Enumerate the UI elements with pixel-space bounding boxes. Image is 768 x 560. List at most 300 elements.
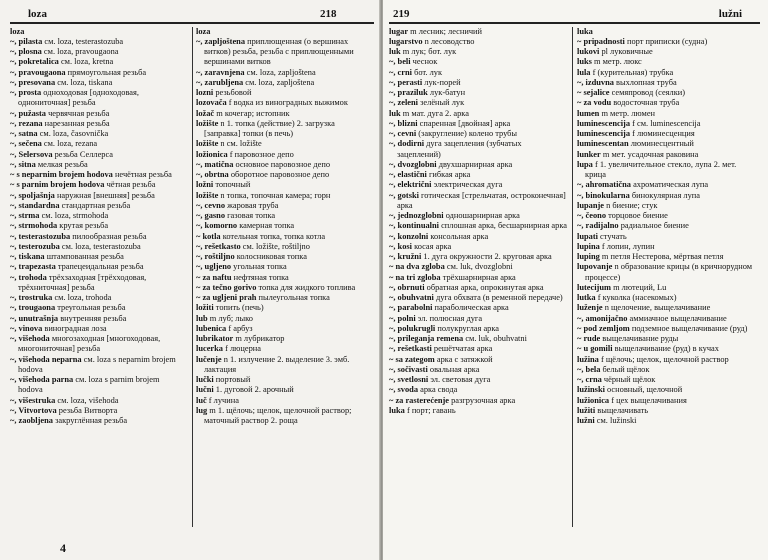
entry-definition: f (курительная) трубка	[590, 67, 674, 77]
entry-headword: ~ sejalice	[577, 88, 610, 97]
entry-definition: портовый	[213, 375, 251, 384]
entry-definition: треугольная резьба	[55, 303, 126, 313]
dictionary-entry	[196, 334, 372, 344]
entry-definition: белый щёлок	[600, 364, 650, 374]
entry-headword: lužina	[577, 354, 599, 364]
entry-headword: ~, višehoda neparna	[10, 354, 82, 364]
dictionary-entry	[10, 160, 186, 170]
entry-headword: lucerka	[196, 344, 223, 354]
entry-definition: топочный	[213, 180, 251, 190]
dictionary-entry	[389, 262, 567, 272]
entry-headword: luka	[389, 405, 405, 415]
entry-definition: f порт; гавань	[404, 405, 456, 415]
entry-headword: loza	[196, 26, 211, 36]
dictionary-entry	[196, 396, 372, 406]
entry-definition: арка свода	[418, 385, 458, 395]
left-page	[0, 0, 380, 560]
entry-definition: внутренняя резьба	[58, 313, 127, 323]
entry-headword: ~, kontinualni	[389, 221, 439, 231]
dictionary-entry	[577, 27, 755, 37]
entry-headword: luk	[389, 108, 401, 118]
entry-headword: ~, roštiljno	[196, 252, 235, 261]
entry-headword: ~, cevno	[196, 200, 226, 210]
dictionary-entry	[196, 78, 372, 88]
entry-headword: ~, dodirni	[389, 139, 425, 149]
entry-headword: lutka	[577, 293, 596, 302]
entry-headword: ~, presovana	[10, 77, 56, 87]
entry-headword: ~ za tečno gorivo	[196, 282, 257, 292]
entry-definition: выхлопная труба	[613, 77, 677, 87]
dictionary-entry	[196, 150, 372, 160]
entry-headword: lubenica	[196, 323, 227, 333]
dictionary-entry	[389, 47, 567, 57]
dictionary-entry	[10, 170, 186, 180]
entry-definition: m метр. люкс	[591, 57, 642, 67]
entry-definition: двухшарнирная арка	[436, 159, 513, 169]
entry-definition: m луб; лыко	[207, 313, 253, 323]
entry-definition: одношарнирная арка	[443, 211, 520, 220]
entry-definition: порт приписки (судна)	[624, 36, 708, 46]
dictionary-entry	[389, 242, 567, 252]
dictionary-entry	[577, 314, 755, 324]
entry-definition: арка с затяжкой	[434, 354, 493, 364]
entry-definition: f 1. увеличительное стекло, лупа 2. мет. крица	[585, 159, 737, 179]
entry-definition: f люминесценция	[630, 129, 695, 138]
entry-headword: luč	[196, 395, 207, 405]
dictionary-entry	[577, 129, 755, 139]
entry-headword: ložište	[196, 118, 219, 128]
dictionary-entry	[577, 416, 755, 426]
entry-definition: n лесоводство	[422, 36, 475, 46]
entry-headword: lug	[196, 405, 208, 415]
dictionary-entry	[577, 283, 755, 293]
entry-definition: прямоугольная резьба	[65, 67, 147, 77]
entry-definition: см. loza, strmohoda	[39, 211, 109, 220]
entry-headword: ~, Vitvortova	[10, 405, 57, 415]
dictionary-entry	[389, 191, 567, 212]
entry-headword: ~, gasno	[196, 211, 226, 220]
entry-headword: ~, svetlosni	[389, 375, 429, 384]
entry-headword: ~, rezana	[10, 118, 43, 128]
dictionary-entry	[196, 242, 372, 252]
entry-headword: lučki	[196, 375, 214, 384]
dictionary-entry	[10, 262, 186, 272]
entry-headword: ~, prileganja remena	[389, 334, 464, 343]
dictionary-entry	[10, 303, 186, 313]
entry-headword: ~, zarubljena	[196, 77, 244, 87]
entry-definition: крутая резьба	[57, 221, 109, 231]
running-head: lužni	[718, 8, 742, 20]
entry-definition: выщелачивание руды	[600, 334, 679, 343]
entry-headword: ~, polukrugli	[389, 323, 436, 333]
dictionary-entry	[389, 160, 567, 170]
entry-headword: ~, čeono	[577, 211, 607, 220]
entry-definition: обратная арка, опрокинутая арка	[424, 282, 544, 292]
entry-definition: резьба Витворта	[56, 405, 118, 415]
entry-headword: ~, ugljeno	[196, 262, 232, 272]
dictionary-entry	[389, 406, 567, 416]
dictionary-entry	[10, 273, 186, 294]
entry-headword: lužni	[577, 416, 595, 425]
entry-headword: ~ rude	[577, 334, 601, 343]
footer-mark: 4	[60, 541, 66, 555]
entry-definition: радиальное биение	[618, 221, 689, 231]
entry-definition: см. luk, dvozglobni	[444, 262, 513, 272]
entry-definition: f водка из виноградных выжимок	[226, 98, 348, 108]
entry-headword: lub	[196, 313, 208, 323]
entry-definition: см. loza s neparnim brojem hodova	[18, 354, 176, 374]
dictionary-entry	[196, 293, 372, 303]
entry-definition: жаровая труба	[225, 200, 279, 210]
entry-definition: камерная топка	[237, 221, 295, 231]
dictionary-entry	[577, 385, 755, 395]
entry-definition: газовая топка	[225, 211, 276, 220]
entry-headword: lužinski	[577, 385, 605, 395]
dictionary-entry	[10, 109, 186, 119]
dictionary-entry	[389, 57, 567, 67]
dictionary-entry	[389, 139, 567, 160]
entry-definition: полукруглая арка	[435, 323, 500, 333]
dictionary-entry	[196, 68, 372, 78]
entry-definition: червячная резьба	[46, 108, 110, 118]
entry-headword: ~, perasti	[389, 77, 423, 87]
entry-definition: эл. световая дуга	[428, 375, 491, 384]
right-column-1	[389, 27, 567, 527]
dictionary-entry	[10, 119, 186, 129]
entry-headword: ~, kružni	[389, 252, 422, 261]
entry-definition: см. loza, pravougaona	[41, 47, 119, 56]
dictionary-entry	[10, 406, 186, 416]
dictionary-entry	[577, 232, 755, 242]
dictionary-entry	[196, 109, 372, 119]
dictionary-entry	[389, 221, 567, 231]
entry-definition: см. loza, rezana	[41, 139, 98, 149]
dictionary-entry	[389, 170, 567, 180]
dictionary-entry	[389, 396, 567, 406]
entry-headword: ~, kosi	[389, 241, 412, 251]
entry-definition: консольная арка	[428, 231, 489, 241]
entry-headword: luminescencija	[577, 118, 631, 128]
entry-headword: ložač	[196, 108, 215, 118]
dictionary-entry	[577, 293, 755, 303]
dictionary-entry	[577, 375, 755, 385]
dictionary-entry	[577, 344, 755, 354]
entry-headword: lugar	[389, 26, 409, 36]
entry-definition: f паровозное депо	[227, 149, 294, 159]
entry-definition: выщелачивать	[595, 405, 649, 415]
entry-definition: спаренная [двойная] арка	[417, 118, 511, 128]
entry-definition: нефтяная топка	[231, 272, 289, 282]
entry-headword: ~, električni	[389, 180, 432, 190]
entry-headword: luka	[577, 26, 593, 36]
entry-definition: лук-батун	[427, 88, 466, 97]
entry-headword: lučenje	[196, 354, 222, 364]
entry-definition: нарезанная резьба	[42, 118, 110, 128]
entry-headword: luminescentan	[577, 139, 629, 149]
entry-headword: lupovanje	[577, 262, 613, 272]
dictionary-entry	[577, 78, 755, 88]
entry-headword: ~, blizni	[389, 118, 418, 128]
dictionary-entry	[577, 57, 755, 67]
entry-definition: m петля Нестерова, мёртвая петля	[599, 252, 724, 261]
dictionary-entry	[10, 252, 186, 262]
entry-definition: n щелочение, выщелачивание	[602, 303, 711, 313]
entry-definition: n образование крицы (в кричнорудном процессе)	[585, 262, 753, 282]
entry-headword: lugarstvo	[389, 36, 423, 46]
dictionary-entry	[196, 27, 372, 37]
entry-definition: ахроматическая лупа	[630, 180, 709, 190]
dictionary-entry	[577, 303, 755, 313]
dictionary-entry	[10, 334, 186, 355]
entry-headword: ~, unutrašnja	[10, 313, 59, 323]
entry-headword: luženje	[577, 303, 603, 313]
dictionary-entry	[577, 211, 755, 221]
entry-headword: lupanje	[577, 200, 604, 210]
dictionary-entry	[10, 129, 186, 139]
entry-definition: чеснок	[410, 57, 438, 67]
entry-headword: lupa	[577, 159, 593, 169]
dictionary-entry	[196, 375, 372, 385]
entry-headword: ~, konzolni	[389, 231, 429, 241]
entry-definition: подземное выщелачивание (руд)	[629, 323, 748, 333]
entry-headword: luping	[577, 252, 600, 261]
entry-definition: разгрузочная арка	[449, 395, 516, 405]
dictionary-entry	[577, 365, 755, 375]
entry-headword: ~, beli	[389, 57, 411, 67]
entry-headword: ~, prosta	[10, 88, 42, 97]
entry-definition: n 1. излучение 2. выделение 3. эмб. лактация	[204, 354, 350, 374]
running-head: loza	[28, 8, 47, 20]
entry-definition: см. luk, obuhvatni	[463, 334, 527, 343]
entry-headword: lutecijum	[577, 282, 611, 292]
entry-headword: ~ s parnim brojem hodova	[10, 180, 105, 190]
entry-headword: ~ kotla	[196, 231, 221, 241]
entry-definition: эл. полюсная дуга	[415, 313, 483, 323]
dictionary-entry	[577, 119, 755, 129]
entry-definition: лук-порей	[422, 77, 461, 87]
entry-definition: водосточная труба	[611, 98, 680, 108]
dictionary-entry	[196, 201, 372, 211]
dictionary-entry	[196, 314, 372, 324]
entry-headword: ~ pod zemljom	[577, 323, 630, 333]
entry-headword: ~, trapezasta	[10, 262, 56, 272]
left-page-columns	[10, 27, 374, 527]
header-rule	[10, 22, 374, 24]
column-divider	[572, 27, 573, 527]
entry-definition: f лучина	[206, 395, 239, 405]
entry-headword: ~, sečena	[10, 139, 42, 149]
entry-headword: lula	[577, 67, 591, 77]
dictionary-entry	[577, 150, 755, 160]
dictionary-entry	[577, 47, 755, 57]
entry-headword: ~ za ugljeni prah	[196, 293, 257, 302]
entry-headword: ~, trostruka	[10, 293, 53, 302]
dictionary-entry	[577, 262, 755, 283]
entry-definition: гибкая арка	[426, 170, 471, 179]
entry-definition: виноградная лоза	[42, 323, 107, 333]
dictionary-entry	[389, 27, 567, 37]
entry-definition: f цех выщелачивания	[609, 395, 687, 405]
dictionary-entry	[196, 303, 372, 313]
dictionary-entry	[196, 273, 372, 283]
entry-definition: колосниковая топка	[234, 252, 307, 261]
entry-headword: ~, pilasta	[10, 36, 43, 46]
dictionary-entry	[10, 37, 186, 47]
left-column-2	[196, 27, 372, 527]
entry-definition: n топка, топочная камера; горн	[218, 190, 331, 200]
dictionary-entry	[10, 232, 186, 242]
entry-definition: приплющенная (о вершинах витков) резьба, резьба с приплющенными вершинами витков	[204, 36, 354, 67]
dictionary-entry	[577, 396, 755, 406]
dictionary-entry	[10, 416, 186, 426]
dictionary-entry	[577, 139, 755, 149]
dictionary-entry	[196, 139, 372, 149]
entry-definition: m кочегар; истопник	[214, 108, 290, 118]
page-number: 218	[320, 8, 337, 20]
entry-definition: зелёный лук	[418, 98, 465, 108]
entry-headword: lužiti	[577, 405, 596, 415]
dictionary-entry	[389, 314, 567, 324]
entry-definition: f щёлочь; щелок, щелочной раствор	[598, 354, 729, 364]
entry-headword: ložište	[196, 139, 219, 149]
entry-headword: ~ pripadnosti	[577, 36, 625, 46]
dictionary-entry	[389, 98, 567, 108]
entry-definition: бинокулярная лупа	[629, 190, 700, 200]
left-column-1	[10, 27, 186, 527]
entry-definition: f куколка (насекомых)	[595, 293, 677, 302]
dictionary-entry	[10, 191, 186, 201]
entry-definition: дуга обхвата (в ременной передаче)	[433, 293, 563, 302]
entry-definition: решётчатая арка	[431, 344, 493, 354]
dictionary-entry	[577, 324, 755, 334]
entry-headword: ~, višestruka	[10, 395, 56, 405]
dictionary-entry	[10, 180, 186, 190]
entry-headword: lupina	[577, 241, 600, 251]
dictionary-entry	[389, 344, 567, 354]
entry-definition: см. ložište, roštiljno	[240, 241, 310, 251]
entry-headword: ~, parabolni	[389, 303, 433, 313]
dictionary-entry	[10, 78, 186, 88]
entry-headword: ~, praziluk	[389, 88, 428, 97]
entry-definition: m лютеций, Lu	[610, 282, 667, 292]
entry-definition: основное паровозное депо	[233, 159, 331, 169]
header-rule	[389, 22, 760, 24]
entry-headword: lupati	[577, 231, 598, 241]
entry-definition: топка для жидкого топлива	[256, 282, 356, 292]
entry-definition: m мат. дуга 2. арка	[400, 108, 469, 118]
dictionary-entry	[389, 68, 567, 78]
dictionary-entry	[196, 180, 372, 190]
entry-definition: угольная топка	[231, 262, 287, 272]
dictionary-entry	[389, 355, 567, 365]
dictionary-entry	[196, 221, 372, 231]
entry-headword: ~, sitna	[10, 159, 36, 169]
dictionary-entry	[10, 242, 186, 252]
dictionary-entry	[577, 406, 755, 416]
dictionary-entry	[577, 242, 755, 252]
entry-headword: ~, pužasta	[10, 108, 46, 118]
entry-headword: ~, pravougaona	[10, 67, 66, 77]
entry-headword: ~, spoljašnja	[10, 190, 55, 200]
entry-definition: одноходовая [одноходовая, однониточная] резьба	[18, 88, 139, 108]
entry-definition: оборотное паровозное депо	[228, 170, 330, 179]
entry-headword: ~, zapljoštena	[196, 36, 246, 46]
entry-headword: ~ na dva zgloba	[389, 262, 445, 272]
entry-headword: ~, satna	[10, 129, 38, 138]
entry-headword: ~ za naftu	[196, 272, 232, 282]
dictionary-entry	[196, 232, 372, 242]
entry-headword: ~, matična	[196, 159, 234, 169]
entry-definition: см. loza, višehoda	[55, 395, 119, 405]
dictionary-entry	[389, 88, 567, 98]
entry-definition: см. loza, kretna	[58, 57, 114, 67]
dictionary-entry	[389, 119, 567, 129]
dictionary-entry	[196, 406, 372, 427]
entry-definition: закруглённая резьба	[52, 416, 128, 425]
entry-headword: ~ sa zategom	[389, 354, 435, 364]
dictionary-entry	[389, 334, 567, 344]
dictionary-entry	[10, 27, 186, 37]
right-column-2	[577, 27, 755, 527]
entry-headword: lozni	[196, 88, 214, 97]
entry-headword: ~, gotski	[389, 190, 419, 200]
dictionary-entry	[196, 262, 372, 272]
entry-headword: ~, elastični	[389, 170, 427, 179]
entry-definition: мелкая резьба	[35, 159, 88, 169]
entry-headword: ~, binokularna	[577, 190, 630, 200]
entry-headword: ložni	[196, 180, 214, 190]
entry-headword: ~, vinova	[10, 323, 43, 333]
column-divider	[192, 27, 193, 527]
entry-headword: ~, Selersova	[10, 149, 53, 159]
entry-definition: стандартная резьба	[59, 200, 131, 210]
entry-definition: косая арка	[411, 241, 452, 251]
entry-definition: f см. luminescencija	[630, 118, 701, 128]
dictionary-entry	[389, 293, 567, 303]
entry-headword: ~, crna	[577, 375, 602, 384]
entry-headword: ~, sočivasti	[389, 364, 428, 374]
dictionary-entry	[577, 109, 755, 119]
entry-definition: резьбовой	[213, 88, 252, 97]
entry-definition: см. loza, testerastozuba	[42, 36, 124, 46]
dictionary-entry	[196, 283, 372, 293]
entry-headword: ~, dvozglobni	[389, 159, 437, 169]
dictionary-entry	[389, 78, 567, 88]
dictionary-entry	[10, 375, 186, 396]
entry-headword: lumen	[577, 108, 600, 118]
entry-headword: ~, strma	[10, 211, 40, 220]
entry-headword: ~, tiskana	[10, 252, 45, 261]
entry-headword: ~, rešetkasto	[196, 241, 241, 251]
dictionary-entry	[10, 314, 186, 324]
entry-headword: ~, trougaona	[10, 303, 56, 313]
entry-headword: lubrikator	[196, 334, 234, 343]
entry-headword: ~, višehoda	[10, 334, 50, 343]
entry-definition: параболическая арка	[432, 303, 509, 313]
entry-headword: ~ u gomili	[577, 344, 613, 354]
dictionary-entry	[389, 252, 567, 262]
dictionary-entry	[577, 355, 755, 365]
entry-definition: торцовое биение	[606, 211, 668, 220]
dictionary-entry	[577, 201, 755, 211]
entry-headword: luminescencija	[577, 129, 631, 138]
dictionary-entry	[389, 37, 567, 47]
dictionary-entry	[196, 37, 372, 68]
dictionary-entry	[389, 273, 567, 283]
dictionary-entry	[10, 211, 186, 221]
dictionary-entry	[10, 396, 186, 406]
dictionary-entry	[389, 324, 567, 334]
